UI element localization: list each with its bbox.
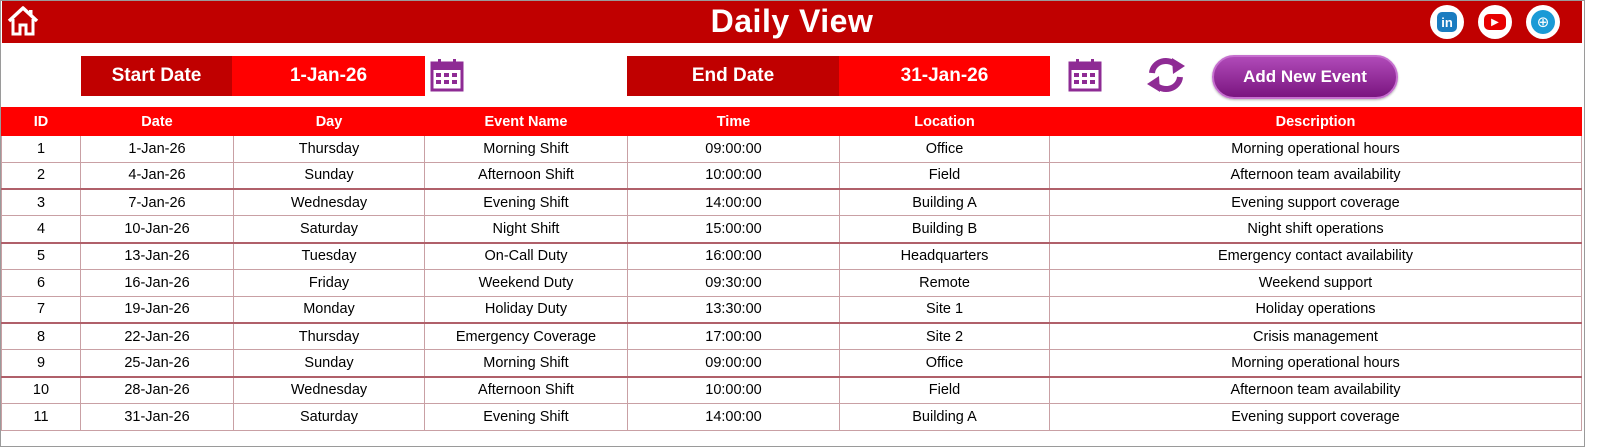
cell-date: 31-Jan-26 <box>81 403 234 430</box>
cell-event-name: On-Call Duty <box>425 243 628 270</box>
cell-description: Emergency contact availability <box>1050 243 1582 270</box>
cell-date: 4-Jan-26 <box>81 162 234 189</box>
cell-day: Sunday <box>234 350 425 377</box>
cell-description: Evening support coverage <box>1050 403 1582 430</box>
cell-date: 10-Jan-26 <box>81 216 234 243</box>
cell-event-name: Night Shift <box>425 216 628 243</box>
cell-id: 1 <box>2 136 81 163</box>
cell-id: 5 <box>2 243 81 270</box>
column-header-day[interactable]: Day <box>234 108 425 136</box>
cell-location: Field <box>840 377 1050 404</box>
cell-event-name: Emergency Coverage <box>425 323 628 350</box>
cell-event-name: Morning Shift <box>425 136 628 163</box>
column-header-id[interactable]: ID <box>2 108 81 136</box>
title-bar <box>2 1 1582 43</box>
cell-id: 3 <box>2 189 81 216</box>
cell-location: Building B <box>840 216 1050 243</box>
cell-time: 13:30:00 <box>628 296 840 323</box>
cell-id: 7 <box>2 296 81 323</box>
cell-date: 28-Jan-26 <box>81 377 234 404</box>
cell-day: Wednesday <box>234 377 425 404</box>
cell-description: Morning operational hours <box>1050 350 1582 377</box>
cell-day: Saturday <box>234 403 425 430</box>
cell-date: 7-Jan-26 <box>81 189 234 216</box>
cell-date: 16-Jan-26 <box>81 269 234 296</box>
cell-location: Building A <box>840 189 1050 216</box>
cell-time: 16:00:00 <box>628 243 840 270</box>
add-new-event-button[interactable]: Add New Event <box>1212 55 1398 99</box>
cell-time: 09:00:00 <box>628 350 840 377</box>
start-date-label: Start Date <box>81 56 232 96</box>
cell-location: Site 1 <box>840 296 1050 323</box>
cell-time: 10:00:00 <box>628 377 840 404</box>
cell-location: Office <box>840 136 1050 163</box>
column-header-description[interactable]: Description <box>1050 108 1582 136</box>
cell-description: Afternoon team availability <box>1050 377 1582 404</box>
cell-event-name: Weekend Duty <box>425 269 628 296</box>
table-row[interactable] <box>2 136 1582 163</box>
linkedin-glyph: in <box>1441 14 1453 30</box>
youtube-glyph: ▶ <box>1491 16 1499 28</box>
cell-day: Saturday <box>234 216 425 243</box>
cell-location: Remote <box>840 269 1050 296</box>
cell-location: Site 2 <box>840 323 1050 350</box>
cell-day: Wednesday <box>234 189 425 216</box>
cell-description: Night shift operations <box>1050 216 1582 243</box>
events-table <box>1 107 1582 431</box>
cell-location: Headquarters <box>840 243 1050 270</box>
column-header-event-name[interactable]: Event Name <box>425 108 628 136</box>
cell-description: Evening support coverage <box>1050 189 1582 216</box>
cell-description: Holiday operations <box>1050 296 1582 323</box>
cell-day: Friday <box>234 269 425 296</box>
cell-location: Building A <box>840 403 1050 430</box>
youtube-icon[interactable] <box>1478 5 1512 39</box>
globe-icon[interactable] <box>1526 5 1560 39</box>
page-title: Daily View <box>710 3 874 39</box>
cell-date: 22-Jan-26 <box>81 323 234 350</box>
cell-day: Monday <box>234 296 425 323</box>
end-date-value[interactable]: 31-Jan-26 <box>839 56 1050 96</box>
cell-time: 17:00:00 <box>628 323 840 350</box>
cell-id: 10 <box>2 377 81 404</box>
cell-day: Thursday <box>234 323 425 350</box>
globe-glyph: ⊕ <box>1536 14 1550 31</box>
cell-id: 8 <box>2 323 81 350</box>
cell-description: Afternoon team availability <box>1050 162 1582 189</box>
cell-time: 10:00:00 <box>628 162 840 189</box>
table-row[interactable] <box>2 377 1582 404</box>
column-header-location[interactable]: Location <box>840 108 1050 136</box>
table-header-row <box>2 108 1582 136</box>
cell-event-name: Evening Shift <box>425 403 628 430</box>
table-row[interactable] <box>2 243 1582 270</box>
cell-time: 15:00:00 <box>628 216 840 243</box>
cell-location: Field <box>840 162 1050 189</box>
table-row[interactable] <box>2 189 1582 216</box>
cell-id: 6 <box>2 269 81 296</box>
cell-event-name: Afternoon Shift <box>425 377 628 404</box>
cell-date: 19-Jan-26 <box>81 296 234 323</box>
start-date-value[interactable]: 1-Jan-26 <box>232 56 425 96</box>
cell-id: 9 <box>2 350 81 377</box>
end-calendar-icon[interactable] <box>1066 56 1104 94</box>
cell-day: Thursday <box>234 136 425 163</box>
cell-time: 09:30:00 <box>628 269 840 296</box>
cell-event-name: Evening Shift <box>425 189 628 216</box>
cell-time: 14:00:00 <box>628 189 840 216</box>
cell-date: 1-Jan-26 <box>81 136 234 163</box>
column-header-time[interactable]: Time <box>628 108 840 136</box>
column-header-date[interactable]: Date <box>81 108 234 136</box>
cell-id: 4 <box>2 216 81 243</box>
table-row[interactable] <box>2 350 1582 377</box>
cell-id: 2 <box>2 162 81 189</box>
cell-event-name: Afternoon Shift <box>425 162 628 189</box>
cell-event-name: Holiday Duty <box>425 296 628 323</box>
cell-description: Morning operational hours <box>1050 136 1582 163</box>
table-row[interactable] <box>2 403 1582 430</box>
linkedin-icon[interactable] <box>1430 5 1464 39</box>
table-row[interactable] <box>2 296 1582 323</box>
cell-date: 13-Jan-26 <box>81 243 234 270</box>
cell-description: Weekend support <box>1050 269 1582 296</box>
cell-location: Office <box>840 350 1050 377</box>
table-row[interactable] <box>2 269 1582 296</box>
table-row[interactable] <box>2 323 1582 350</box>
cell-time: 14:00:00 <box>628 403 840 430</box>
start-calendar-icon[interactable] <box>428 56 466 94</box>
cell-time: 09:00:00 <box>628 136 840 163</box>
end-date-label: End Date <box>627 56 839 96</box>
cell-day: Tuesday <box>234 243 425 270</box>
table-row[interactable] <box>2 216 1582 243</box>
refresh-icon[interactable] <box>1143 54 1189 96</box>
cell-date: 25-Jan-26 <box>81 350 234 377</box>
cell-description: Crisis management <box>1050 323 1582 350</box>
cell-event-name: Morning Shift <box>425 350 628 377</box>
cell-day: Sunday <box>234 162 425 189</box>
cell-id: 11 <box>2 403 81 430</box>
table-row[interactable] <box>2 162 1582 189</box>
